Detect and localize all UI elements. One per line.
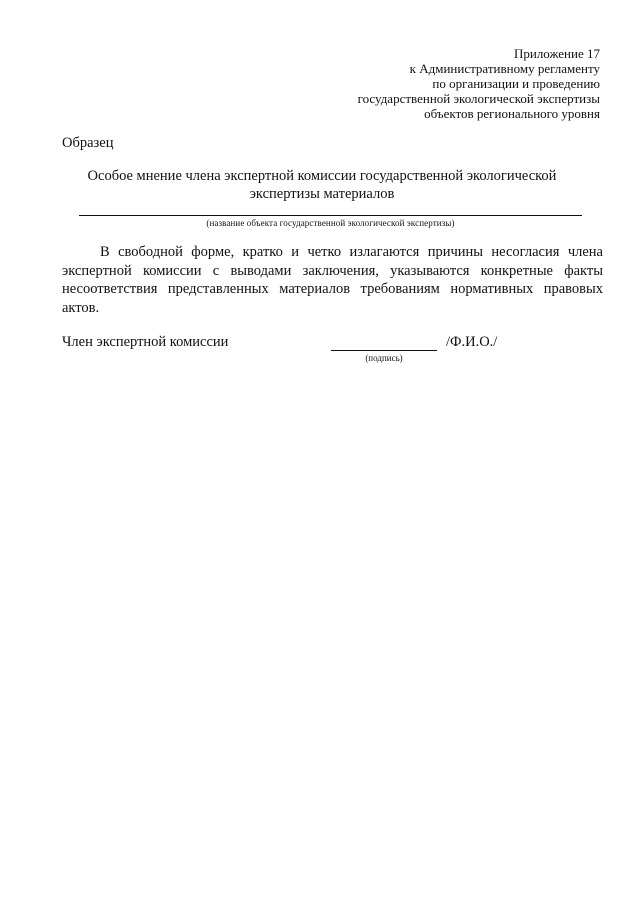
object-name-caption: (название объекта государственной экологической экспертизы)	[206, 218, 455, 228]
signature-caption: (подпись)	[365, 353, 403, 363]
member-label: Член экспертной комиссии	[62, 334, 229, 350]
fio-label: /Ф.И.О./	[446, 334, 498, 350]
appendix-line: Приложение 17	[513, 46, 600, 61]
title-line: Особое мнение члена экспертной комиссии государственной экологической	[87, 168, 557, 184]
signature-line	[331, 350, 437, 351]
appendix-line: к Административному регламенту	[409, 61, 600, 76]
body-paragraph: В свободной форме, кратко и четко излагаются причины несогласия члена экспертной комиссии с выводами заключения, указываются конкретные факты несоответствия представленных материалов требованиям нормативных правовых актов.	[62, 244, 603, 316]
appendix-line: по организации и проведению	[432, 76, 600, 91]
document-title	[62, 167, 582, 203]
appendix-line: объектов регионального уровня	[424, 106, 600, 121]
sample-label: Образец	[62, 135, 114, 151]
appendix-header	[358, 46, 600, 121]
appendix-line: государственной экологической экспертизы	[357, 91, 600, 106]
object-name-line	[79, 215, 582, 216]
title-line: экспертизы материалов	[249, 186, 395, 202]
